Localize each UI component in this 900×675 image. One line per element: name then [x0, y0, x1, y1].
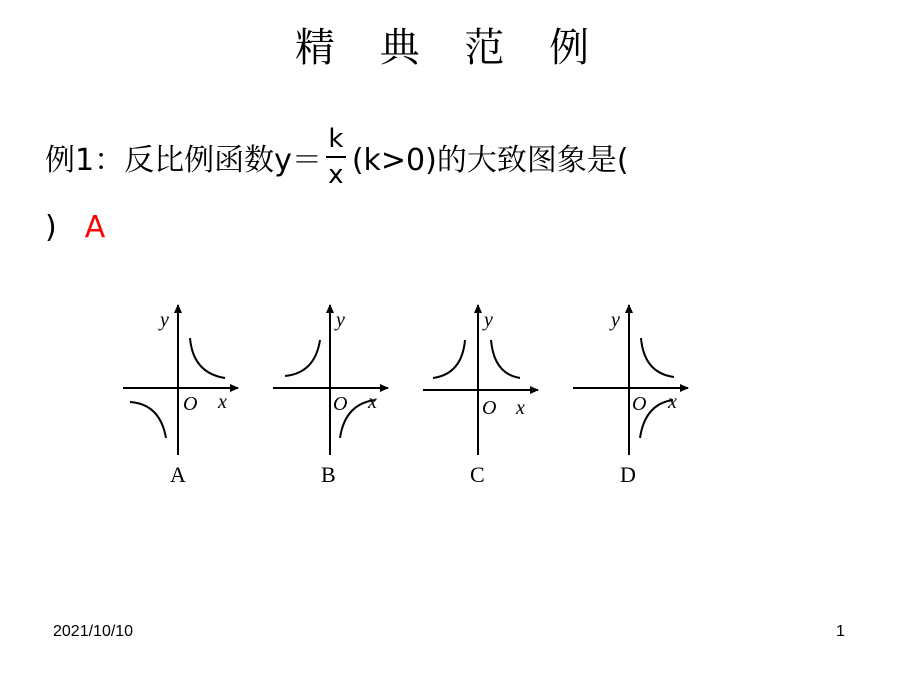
fraction-numerator: k	[328, 124, 344, 154]
curve-quadrant-1	[641, 338, 674, 377]
question-continuation	[45, 210, 105, 245]
origin-label: O	[632, 393, 647, 415]
y-axis-label: y	[336, 309, 345, 331]
question-suffix: (k>0)的大致图象是(	[351, 143, 629, 178]
close-paren: )	[45, 210, 57, 245]
origin-label: O	[183, 393, 198, 415]
x-axis-label: x	[368, 391, 377, 413]
graph-a	[123, 305, 238, 487]
graph-label: B	[321, 462, 336, 487]
fraction-k-over-x	[326, 126, 346, 188]
curve-quadrant-2	[433, 340, 465, 378]
x-axis-label: x	[516, 397, 525, 419]
x-axis-label: x	[668, 391, 677, 413]
answer-text: A	[84, 210, 106, 245]
curve-quadrant-3	[130, 402, 166, 438]
question-prefix: 例1：反比例函数y＝	[45, 143, 322, 178]
graph-d	[573, 305, 688, 487]
page-number: 1	[836, 623, 845, 640]
fraction-denominator: x	[328, 160, 344, 190]
y-axis-label: y	[160, 309, 169, 331]
graph-b	[273, 305, 388, 487]
slide-title: 精 典 范 例	[294, 25, 606, 71]
y-axis-label: y	[611, 309, 620, 331]
graph-options	[0, 290, 900, 500]
x-axis-label: x	[218, 391, 227, 413]
curve-quadrant-2	[285, 340, 320, 376]
graph-label: A	[170, 462, 186, 487]
curve-quadrant-1	[491, 340, 520, 378]
y-axis-label: y	[484, 309, 493, 331]
curve-quadrant-1	[190, 338, 225, 378]
question-line	[45, 126, 629, 188]
origin-label: O	[482, 397, 497, 419]
graph-c	[423, 305, 538, 487]
graph-label: C	[470, 462, 485, 487]
fraction-bar	[326, 156, 346, 158]
footer-date: 2021/10/10	[53, 623, 134, 640]
graph-label: D	[620, 462, 636, 487]
origin-label: O	[333, 393, 348, 415]
